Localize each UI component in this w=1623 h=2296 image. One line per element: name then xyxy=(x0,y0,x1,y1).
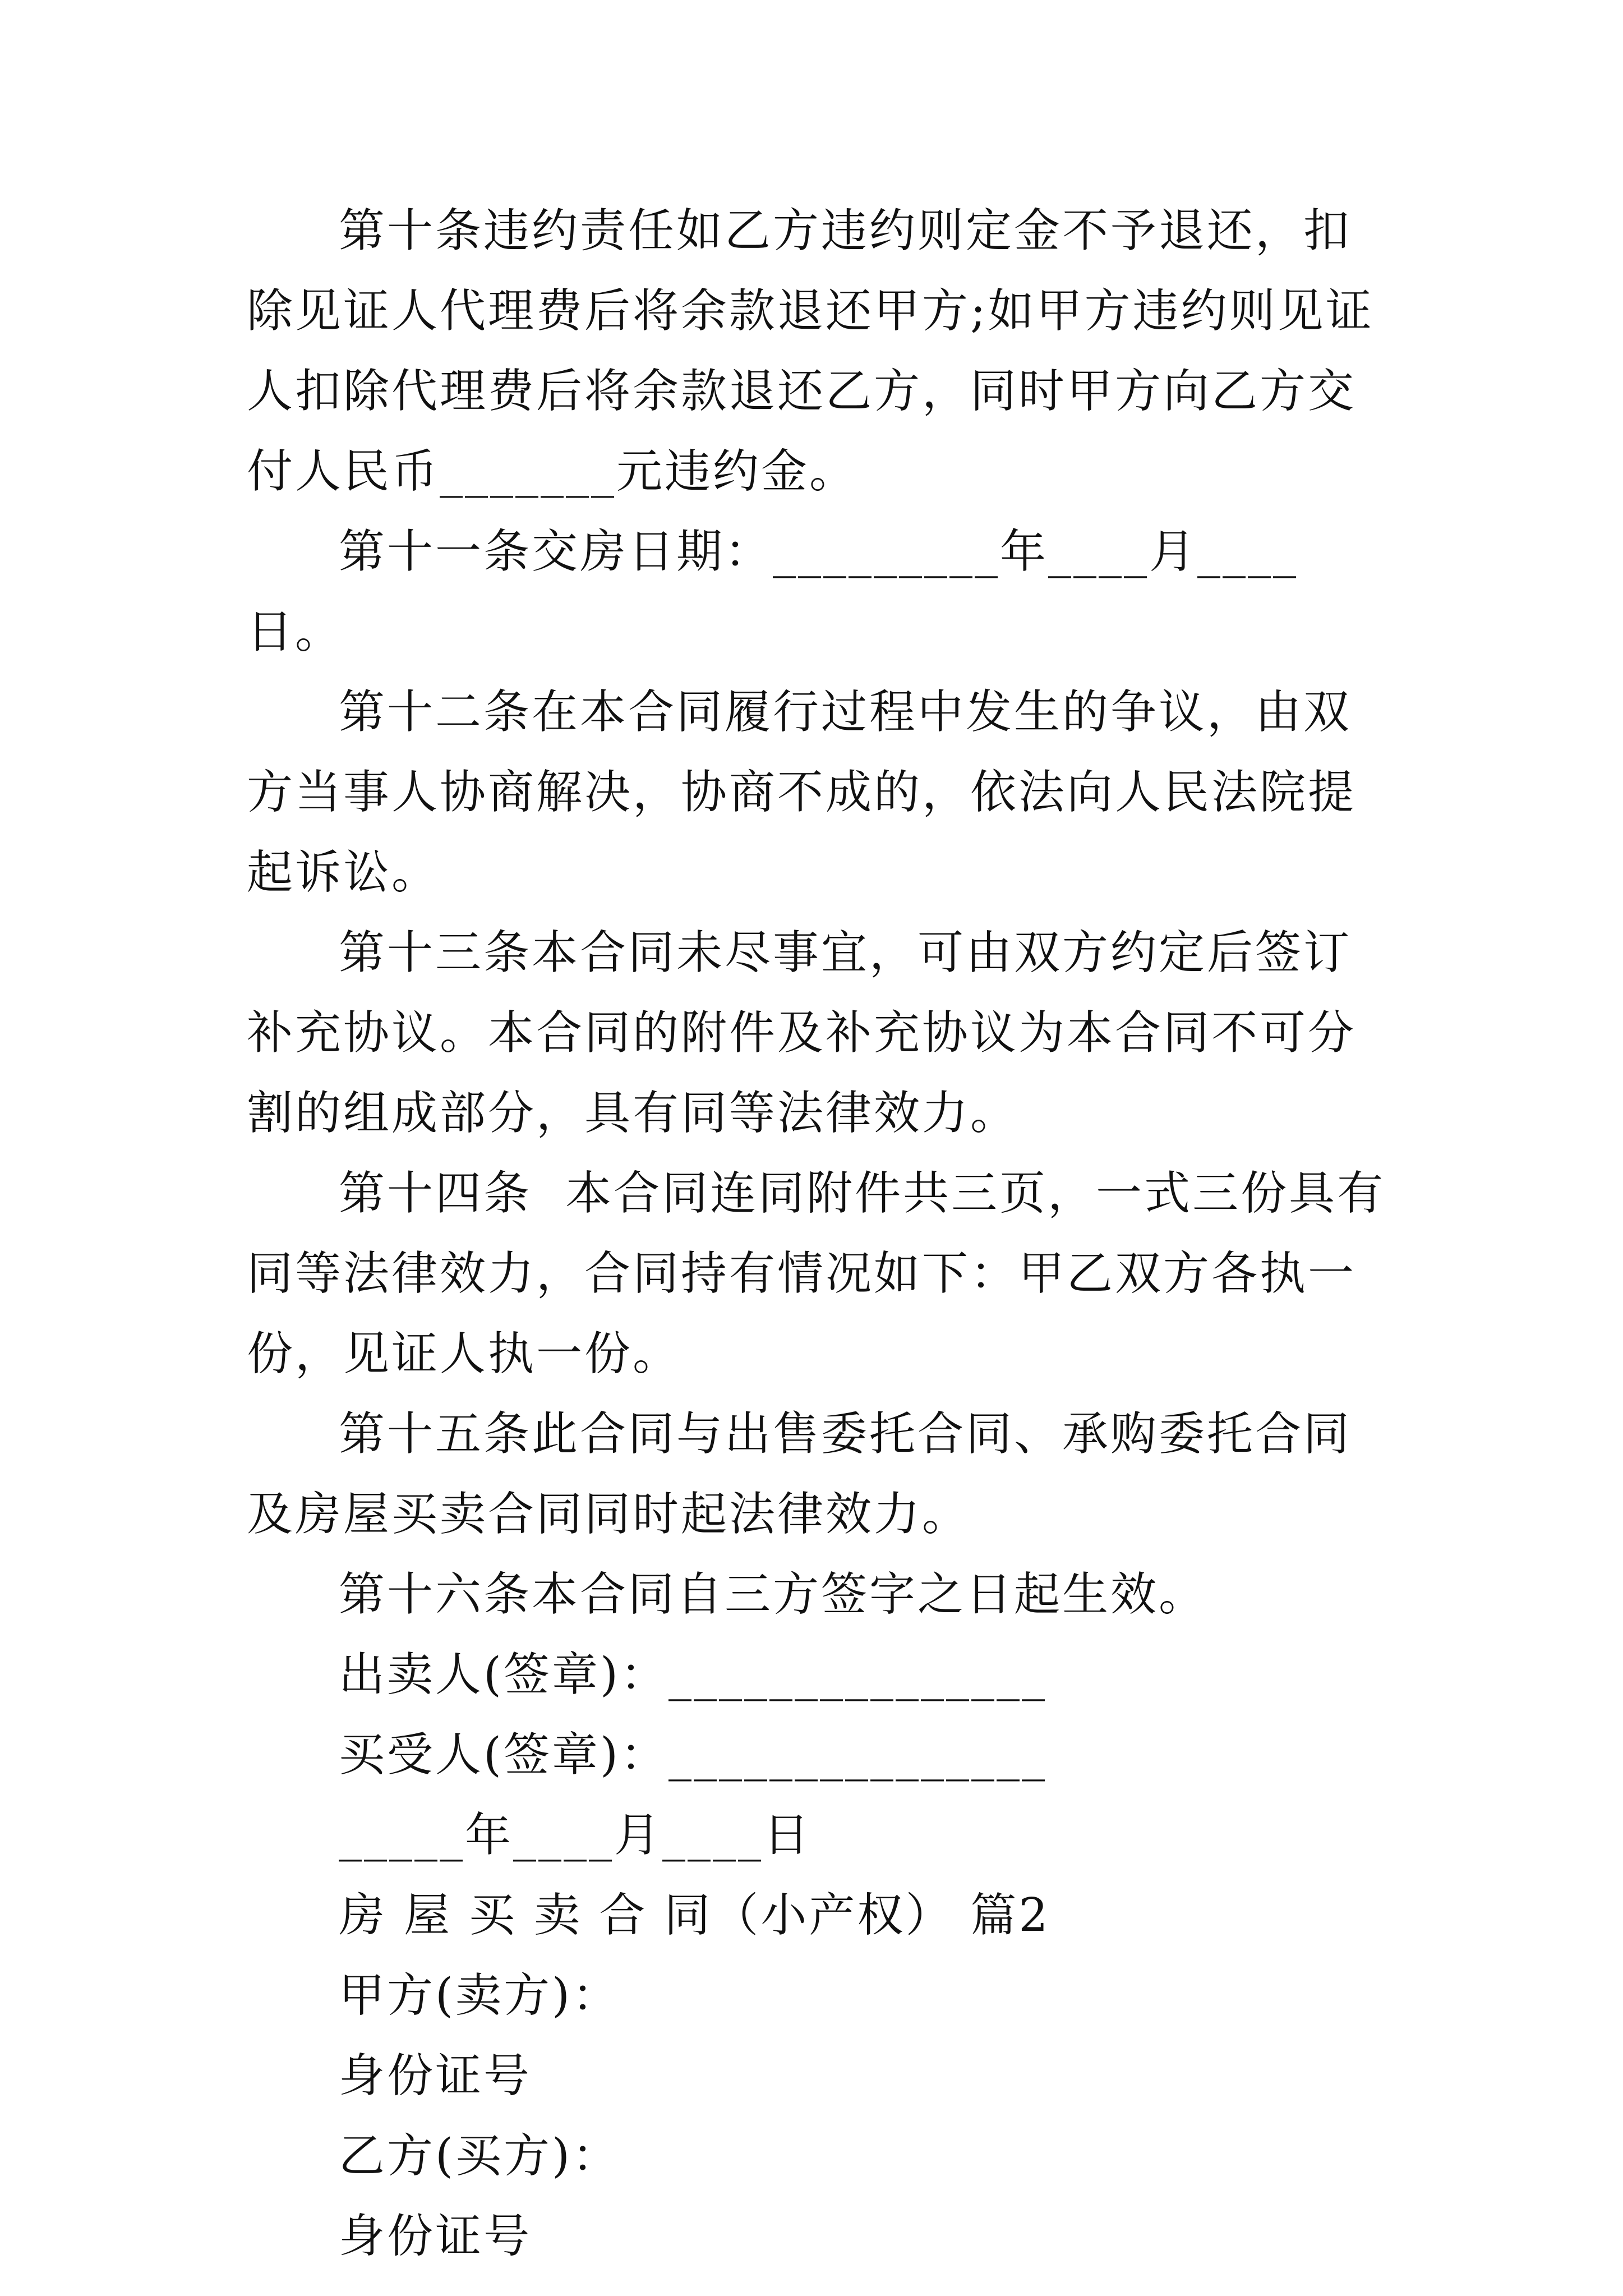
document-body xyxy=(247,191,1391,2276)
signature-date-line: _____年____月____日 xyxy=(339,1809,811,1862)
clause-14: 第十四条 本合同连同附件共三页，一式三份具有同等法律效力，合同持有情况如下：甲乙双方各执一份，见证人执一份。 xyxy=(247,1167,1386,1381)
clause-13: 第十三条本合同未尽事宜，可由双方约定后签订补充协议。本合同的附件及补充协议为本合同不可分割的组成部分，具有同等法律效力。 xyxy=(247,926,1357,1140)
party-b-id-label: 身份证号 xyxy=(339,2210,532,2263)
party-b-label: 乙方(买方)： xyxy=(339,2129,620,2183)
clause-16: 第十六条本合同自三方签字之日起生效。 xyxy=(339,1568,1207,1621)
clause-10: 第十条违约责任如乙方违约则定金不予退还，扣除见证人代理费后将余款退还甲方;如甲方违约则见证人扣除代理费后将余款退还乙方，同时甲方向乙方交付人民币_______元违约金。 xyxy=(247,204,1374,498)
clause-15: 第十五条此合同与出售委托合同、承购委托合同及房屋买卖合同同时起法律效力。 xyxy=(247,1407,1352,1541)
party-a-label: 甲方(卖方)： xyxy=(339,1969,620,2022)
party-a-id-label: 身份证号 xyxy=(339,2049,532,2102)
seller-signature-line: 出卖人(签章)：_______________ xyxy=(339,1648,1047,1701)
clause-11: 第十一条交房日期：_________年____月____日。 xyxy=(247,525,1299,659)
section-title: 房 屋 买 卖 合 同（小产权） 篇2 xyxy=(339,1889,1050,1942)
buyer-signature-line: 买受人(签章)：_______________ xyxy=(339,1728,1047,1782)
clause-12: 第十二条在本合同履行过程中发生的争议，由双方当事人协商解决，协商不成的，依法向人民法院提起诉讼。 xyxy=(247,685,1357,899)
